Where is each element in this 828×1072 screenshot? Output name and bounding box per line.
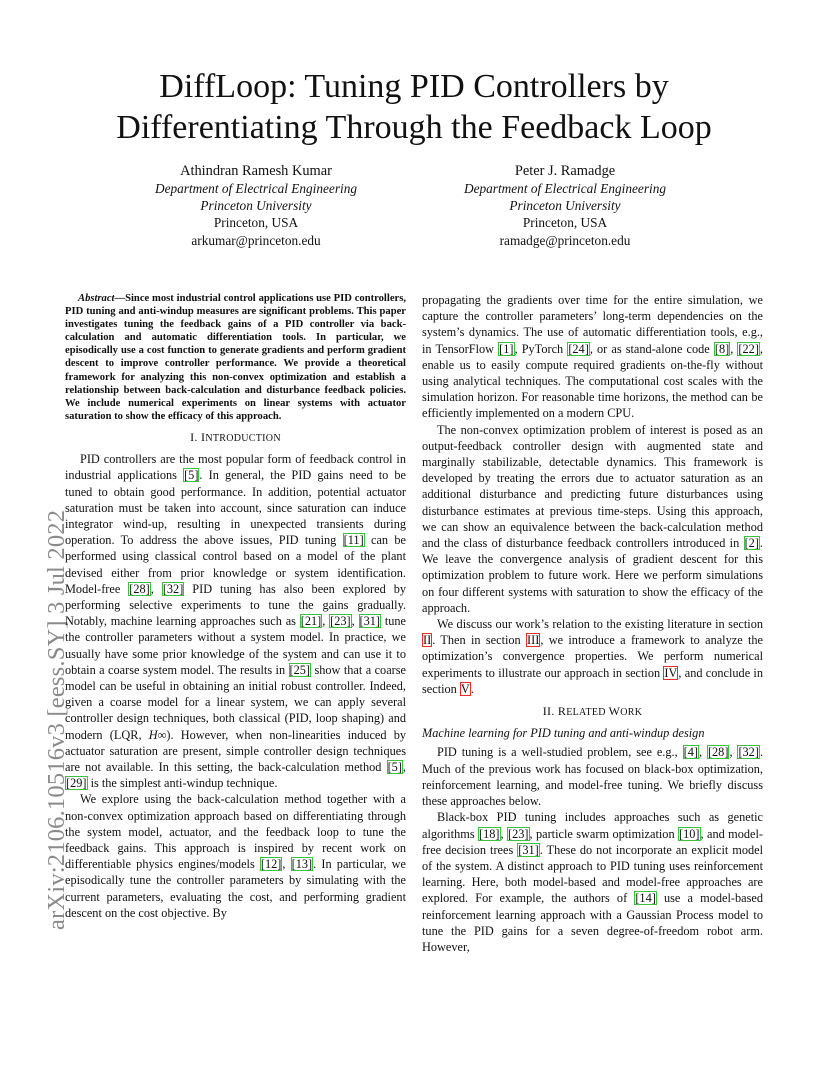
citation-link[interactable]: [21] (300, 614, 322, 629)
citation-link[interactable]: [11] (343, 533, 364, 548)
title-line-2: Differentiating Through the Feedback Loop (116, 109, 712, 146)
citation-link[interactable]: [31] (518, 842, 539, 857)
citation-link[interactable]: [23] (508, 826, 529, 841)
right-column (422, 292, 763, 955)
citation-link[interactable]: [29] (66, 776, 87, 791)
intro-paragraph-2-continued: propagating the gradients over time for the entire simulation, we capture the controller parameters’ long-term dependencies on the system’s dynamics. The use of automatic differentiation tools, e.g., in TensorFlow [1], PyTorch [24], or as stand-alone code [8], [22], enable us to easily compute required gradients on-the-fly without using analytical techniques. The computational cost scales with the simulation horizon. For reasonable time horizons, the method can be efficiently implemented on a modern CPU. (422, 293, 763, 421)
abstract-label: Abstract (78, 293, 115, 304)
author-location: Princeton, USA (522, 215, 608, 231)
author-university: Princeton University (200, 198, 312, 214)
citation-link[interactable]: [32] (738, 745, 759, 760)
author-block-2 (405, 162, 725, 249)
citation-link[interactable]: [22] (738, 341, 759, 356)
intro-paragraph-2: We explore using the back-calculation method together with a non-convex optimization approach based on differentiating through the system model, actuator, and the feedback loop to tune the feedback gains. This approach is inspired by recent work on differentiable physics engines/models [12], [13]. In particular, we episodically tune the controller parameters by simulating with the current parameters, evaluating the cost, and performing gradient descent on the cost objective. By (65, 792, 407, 920)
citation-link[interactable]: [31] (359, 614, 381, 629)
abstract-text: —Since most industrial control applications use PID controllers, PID tuning and anti-windup measures are significant problems. This paper investigates tuning the feedback gains of a PID controller via back-calculation and automatic differentiation tools. In particular, we episodically use a cost function to generate gradients and perform gradient descent to improve controller performance. We provide a theoretical framework for analyzing this non-convex optimization and establish a relationship between back-calculation and disturbance feedback policies. We include numerical experiments on linear systems with actuator saturation to show the efficacy of this approach. (65, 293, 406, 422)
author-department: Department of Electrical Engineering (155, 181, 357, 196)
paper-title (0, 66, 828, 148)
citation-link[interactable]: [5] (184, 468, 199, 483)
author-location: Princeton, USA (213, 215, 299, 231)
author-name: Peter J. Ramadge (514, 163, 616, 179)
related-paragraph-1: PID tuning is a well-studied problem, see e.g., [4], [28], [32]. Much of the previous work has focused on black-box optimization, reinforcement learning, and model-free tuning. We briefly discuss these approaches below. (422, 745, 764, 809)
subsection-heading: Machine learning for PID tuning and anti-windup design (422, 726, 705, 741)
author-block-1 (96, 162, 416, 249)
citation-link[interactable]: [24] (568, 341, 589, 356)
arxiv-stamp[interactable]: arXiv:2106.10516v3 [eess.SY] 3 Jul 2022 (43, 509, 70, 930)
citation-link[interactable]: [4] (683, 745, 698, 760)
citation-link[interactable]: [18] (479, 826, 500, 841)
section-heading-introduction: I. INTRODUCTION (190, 429, 281, 444)
citation-link[interactable]: [13] (291, 857, 313, 872)
section-link[interactable]: V (460, 681, 470, 696)
h-infinity-symbol: H∞ (148, 727, 167, 742)
section-link[interactable]: IV (664, 665, 678, 680)
citation-link[interactable]: [23] (330, 614, 351, 629)
author-email[interactable]: arkumar@princeton.edu (191, 232, 321, 248)
citation-link[interactable]: [12] (260, 857, 282, 872)
section-heading-related-work: II. RELATED WORK (542, 704, 643, 719)
section-link[interactable]: II (423, 633, 432, 648)
title-line-1: DiffLoop: Tuning PID Controllers by (159, 68, 669, 105)
abstract (65, 292, 406, 423)
citation-link[interactable]: [1] (499, 341, 514, 356)
citation-link[interactable]: [5] (387, 760, 402, 774)
citation-link[interactable]: [14] (635, 891, 656, 906)
citation-link[interactable]: [10] (679, 826, 700, 841)
intro-paragraph-3: The non-convex optimization problem of interest is posed as an output-feedback controller design with augmented state and marginally stabilizable, detectable dynamics. This framework is developed by treating the errors due to actuator saturation as an additional disturbance and predicting future disturbances using disturbance estimates at previous time-steps. Using this approach, we can show an equivalence between the back-calculation method and the class of disturbance feedback controllers introduced in [2]. We leave the convergence analysis of gradient descent for this optimization problem to future work. Here we perform simulations on four different systems with saturation to show the efficacy of the approach. (422, 422, 763, 615)
related-paragraph-2: Black-box PID tuning includes approaches such as genetic algorithms [18], [23], particle swarm optimization [10], and model-free decision trees [31]. These do not incorporate an explicit model of the system. A distinct approach to PID tuning uses reinforcement learning. Here, both model-based and model-free approaches are explored. For example, the authors of [14] use a model-based reinforcement learning approach with a Gaussian Process model to tune the PID gains for a seven degree-of-freedom robot arm. However, (422, 810, 763, 954)
intro-paragraph-4: We discuss our work’s relation to the existing literature in section II. Then in section III, we introduce a framework to analyze the optimization’s convergence properties. We perform numerical experiments to illustrate our approach in section IV, and conclude in section V. (422, 617, 764, 696)
citation-link[interactable]: [25] (289, 662, 311, 677)
left-column (65, 292, 406, 921)
citation-link[interactable]: [32] (162, 581, 184, 596)
citation-link[interactable]: [2] (744, 536, 759, 551)
author-department: Department of Electrical Engineering (464, 181, 666, 196)
citation-link[interactable]: [8] (714, 341, 730, 356)
citation-link[interactable]: [28] (129, 581, 150, 596)
citation-link[interactable]: [28] (707, 745, 729, 760)
section-link[interactable]: III (527, 633, 540, 648)
author-name: Athindran Ramesh Kumar (180, 163, 332, 179)
author-university: Princeton University (509, 198, 621, 214)
intro-paragraph-1: PID controllers are the most popular form of feedback control in industrial applications [5]. In general, the PID gains need to be tuned to obtain good performance. In addition, potential actuator saturation must be taken into account, since saturation can induce integrator wind-up, resulting in unexpected transients during operation. To address the above issues, PID tuning [11] can be performed using classical control based on a model of the plant devised either from prior knowledge or system identification. Model-free [28], [32] PID tuning has also been explored by performing selective experiments to tune the gains gradually. Notably, machine learning approaches such as [21], [23], [31] tune the controller parameters without a system model. In practice, we usually have some prior knowledge of the system and can use it to obtain a coarse system model. The results in [25] show that a coarse model can be useful in obtaining an initial robust controller. Indeed, given a coarse model for a linear system, we can apply several controller design techniques, both classical (PID, loop shaping) and modern (LQR, H∞). However, when non-linearities induced by actuator saturation are present, simple controller design techniques are not available. In this setting, the back-calculation method [5], [29] is the simplest anti-windup technique. (65, 452, 407, 791)
author-email[interactable]: ramadge@princeton.edu (499, 232, 631, 248)
